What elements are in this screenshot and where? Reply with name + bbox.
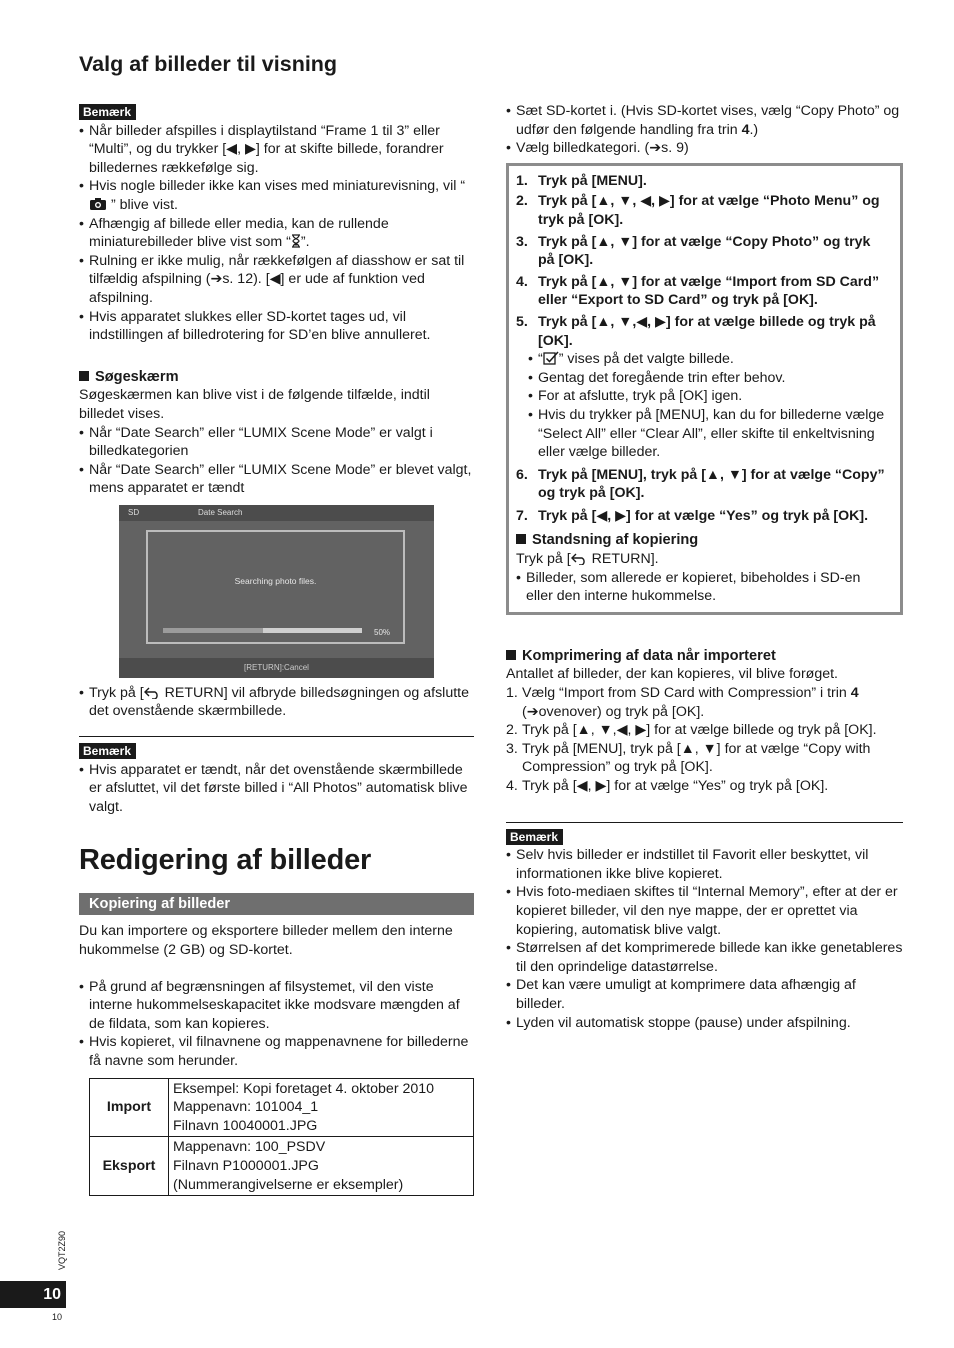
table-head-import: Import bbox=[90, 1078, 169, 1137]
list-item: 2. Tryk på [▲, ▼,◀, ▶] for at vælge billede og tryk på [OK]. bbox=[506, 722, 877, 739]
list-item: 4. Tryk på [◀, ▶] for at vælge “Yes” og tryk på [OK]. bbox=[506, 778, 829, 794]
page-number: 10 bbox=[0, 1281, 66, 1308]
note-badge: Bemærk bbox=[79, 104, 136, 120]
list-item: • Hvis apparatet er tændt, når det ovenstående skærmbillede er afsluttet, vil det første billed i “All Photos” automatisk blive valgt. bbox=[79, 761, 474, 817]
page-title: Redigering af billeder bbox=[79, 844, 372, 877]
search-screenshot bbox=[119, 505, 434, 678]
square-bullet-icon bbox=[79, 371, 89, 381]
step-1: 1. Tryk på [MENU]. bbox=[516, 172, 647, 189]
stop-text: Tryk på [ RETURN]. bbox=[516, 551, 659, 568]
checkmark-icon bbox=[543, 351, 559, 365]
divider bbox=[79, 736, 474, 737]
compress-intro: Antallet af billeder, der kan kopieres, vil blive forøget. bbox=[506, 666, 838, 683]
list-item: • Når billeder afspilles i displaytilstand “Frame 1 til 3” eller “Multi”, og du trykker [◀, ▶] for at skifte billede, forandrer billedernes rækkefølge sig. bbox=[79, 122, 474, 178]
search-dialog bbox=[146, 530, 405, 644]
compression-section bbox=[506, 647, 903, 796]
list-item: • For at afslutte, tryk på [OK] igen. bbox=[528, 387, 890, 406]
list-item: • Lyden vil automatisk stoppe (pause) under afspilning. bbox=[506, 1014, 903, 1033]
note-badge: Bemærk bbox=[79, 743, 136, 759]
list-item: • På grund af begrænsningen af filsystemet, vil den viste interne hukommelseskapacitet ikke modsvare mængden af de fildata, som kan kopieres. bbox=[79, 978, 474, 1034]
table-row: Import Eksempel: Kopi foretaget 4. oktober 2010 Mappenavn: 101004_1 Filnavn 10040001.JPG bbox=[90, 1078, 474, 1137]
screen-title: Date Search bbox=[198, 507, 243, 517]
step-7: 7. Tryk på [◀, ▶] for at vælge “Yes” og tryk på [OK]. bbox=[516, 507, 869, 524]
list-item: • Hvis du trykker på [MENU], kan du for billederne vælge “Select All” eller “Clear All”, eller skifte til enkeltvisning eller vælge billeder. bbox=[528, 406, 890, 462]
progress-bar bbox=[163, 628, 362, 633]
step-4: 4. Tryk på [▲, ▼] for at vælge “Import from SD Card” eller “Export to SD Card” og tryk på [OK]. bbox=[516, 273, 880, 309]
list-item: • Når “Date Search” eller “LUMIX Scene Mode” er valgt i billedkategorien bbox=[79, 424, 474, 461]
step-5: 5. Tryk på [▲, ▼,◀, ▶] for at vælge billede og tryk på [OK]. • “ ” vises på det valgte billede. • Gentag det foregående trin efter behov. • For at afslutte, tryk på [OK] igen. • Hvis du trykker på [MENU], kan du for billederne vælge “Select All” eller “Clear All”, eller skifte til enkeltvisning eller vælge billeder. bbox=[516, 313, 890, 462]
document-code: VQT2Z90 bbox=[57, 1230, 67, 1270]
list-item: • Vælg billedkategori. (➔s. 9) bbox=[506, 139, 903, 158]
list-item: • Gentag det foregående trin efter behov. bbox=[528, 369, 890, 388]
step-6: 6. Tryk på [MENU], tryk på [▲, ▼] for at vælge “Copy” og tryk på [OK]. bbox=[516, 466, 885, 502]
square-bullet-icon bbox=[516, 534, 526, 544]
copy-section-bar: Kopiering af billeder bbox=[79, 893, 474, 915]
compress-heading: Komprimering af data når importeret bbox=[522, 647, 776, 664]
list-item: • Hvis kopieret, vil filnavnene og mappenavnene for billederne få navne som herunder. bbox=[79, 1033, 474, 1070]
divider bbox=[506, 822, 903, 823]
page-number-small: 10 bbox=[52, 1312, 63, 1322]
right-column bbox=[506, 102, 903, 1032]
square-bullet-icon bbox=[506, 650, 516, 660]
list-item: • Når “Date Search” eller “LUMIX Scene Mode” er blevet valgt, mens apparatet er tændt bbox=[79, 461, 474, 498]
note-1 bbox=[79, 103, 474, 345]
list-item: • Tryk på [ RETURN] vil afbryde billedsøgningen og afslutte det ovenstående skærmbillede. bbox=[79, 684, 474, 721]
list-item: • Hvis apparatet slukkes eller SD-kortet tages ud, vil indstillingen af billedrotering for SD’en blive annulleret. bbox=[79, 308, 474, 345]
copy-intro: Du kan importere og eksportere billeder mellem den interne hukommelse (2 GB) og SD-kortet. bbox=[79, 923, 453, 959]
note-2 bbox=[79, 742, 474, 816]
search-screen-section bbox=[79, 368, 474, 498]
search-intro: Søgeskærmen kan blive vist i de følgende tilfælde, indtil billedet vises. bbox=[79, 387, 430, 422]
table-head-export: Eksport bbox=[90, 1137, 169, 1196]
copy-steps-box bbox=[506, 163, 903, 615]
list-item: • Hvis nogle billeder ikke kan vises med miniaturevisning, vil “ ” blive vist. bbox=[79, 177, 474, 214]
list-item: 3. Tryk på [MENU], tryk på [▲, ▼] for at vælge “Copy with Compression” og tryk på [OK]. bbox=[506, 740, 871, 776]
sd-label: SD bbox=[128, 507, 140, 517]
filename-table bbox=[89, 1078, 474, 1197]
note-badge: Bemærk bbox=[506, 829, 563, 845]
progress-percent: 50% bbox=[374, 627, 391, 637]
return-icon bbox=[144, 687, 161, 699]
camera-icon bbox=[89, 197, 107, 211]
left-column bbox=[79, 50, 474, 1196]
hourglass-icon bbox=[291, 234, 301, 248]
note-3 bbox=[506, 828, 903, 1033]
list-item: • Størrelsen af det komprimerede billede kan ikke genetableres til den oprindelige datastørrelse. bbox=[506, 939, 903, 976]
list-item: • Hvis foto-mediaen skiftes til “Internal Memory”, efter at der er kopieret billeder, vil den nye mappe, der er oprettet via kopiering, automatisk blive valgt. bbox=[506, 883, 903, 939]
return-icon bbox=[571, 553, 588, 565]
step-2: 2. Tryk på [▲, ▼, ◀, ▶] for at vælge “Photo Menu” og tryk på [OK]. bbox=[516, 193, 880, 228]
list-item: • Afhængig af billede eller media, kan de rullende miniaturebilleder blive vist som “ ”. bbox=[79, 215, 474, 252]
search-heading: Søgeskærm bbox=[95, 368, 179, 385]
list-item: • Billeder, som allerede er kopieret, bibeholdes i SD-en eller den interne hukommelse. bbox=[516, 569, 890, 606]
list-item: • Rulning er ikke mulig, når rækkefølgen af diasshow er sat til tilfældig afspilning (➔s. 12). [◀] er ude af funktion ved afspilning. bbox=[79, 252, 474, 308]
list-item: • “ ” vises på det valgte billede. bbox=[528, 350, 890, 369]
step-3: 3. Tryk på [▲, ▼] for at vælge “Copy Photo” og tryk på [OK]. bbox=[516, 233, 871, 269]
progress-fill bbox=[163, 628, 263, 633]
section-title-selecting: Valg af billeder til visning bbox=[79, 52, 338, 76]
list-item: • Selv hvis billeder er indstillet til Favorit eller beskyttet, vil informationen ikke blive kopieret. bbox=[506, 846, 903, 883]
stop-heading: Standsning af kopiering bbox=[532, 532, 699, 549]
list-item: • Det kan være umuligt at komprimere data afhængig af billeder. bbox=[506, 976, 903, 1013]
screen-footer: [RETURN]:Cancel bbox=[119, 658, 434, 678]
note-1-list bbox=[79, 122, 474, 345]
table-row: Eksport Mappenavn: 100_PSDV Filnavn P1000001.JPG (Nummerangivelserne er eksempler) bbox=[90, 1137, 474, 1196]
list-item: 1. Vælg “Import from SD Card with Compression” i trin 4 (➔ovenover) og tryk på [OK]. bbox=[506, 685, 859, 720]
search-message: Searching photo files. bbox=[234, 575, 317, 586]
list-item: • Sæt SD-kortet i. (Hvis SD-kortet vises, vælg “Copy Photo” og udfør den følgende handling fra trin 4.) bbox=[506, 102, 903, 139]
